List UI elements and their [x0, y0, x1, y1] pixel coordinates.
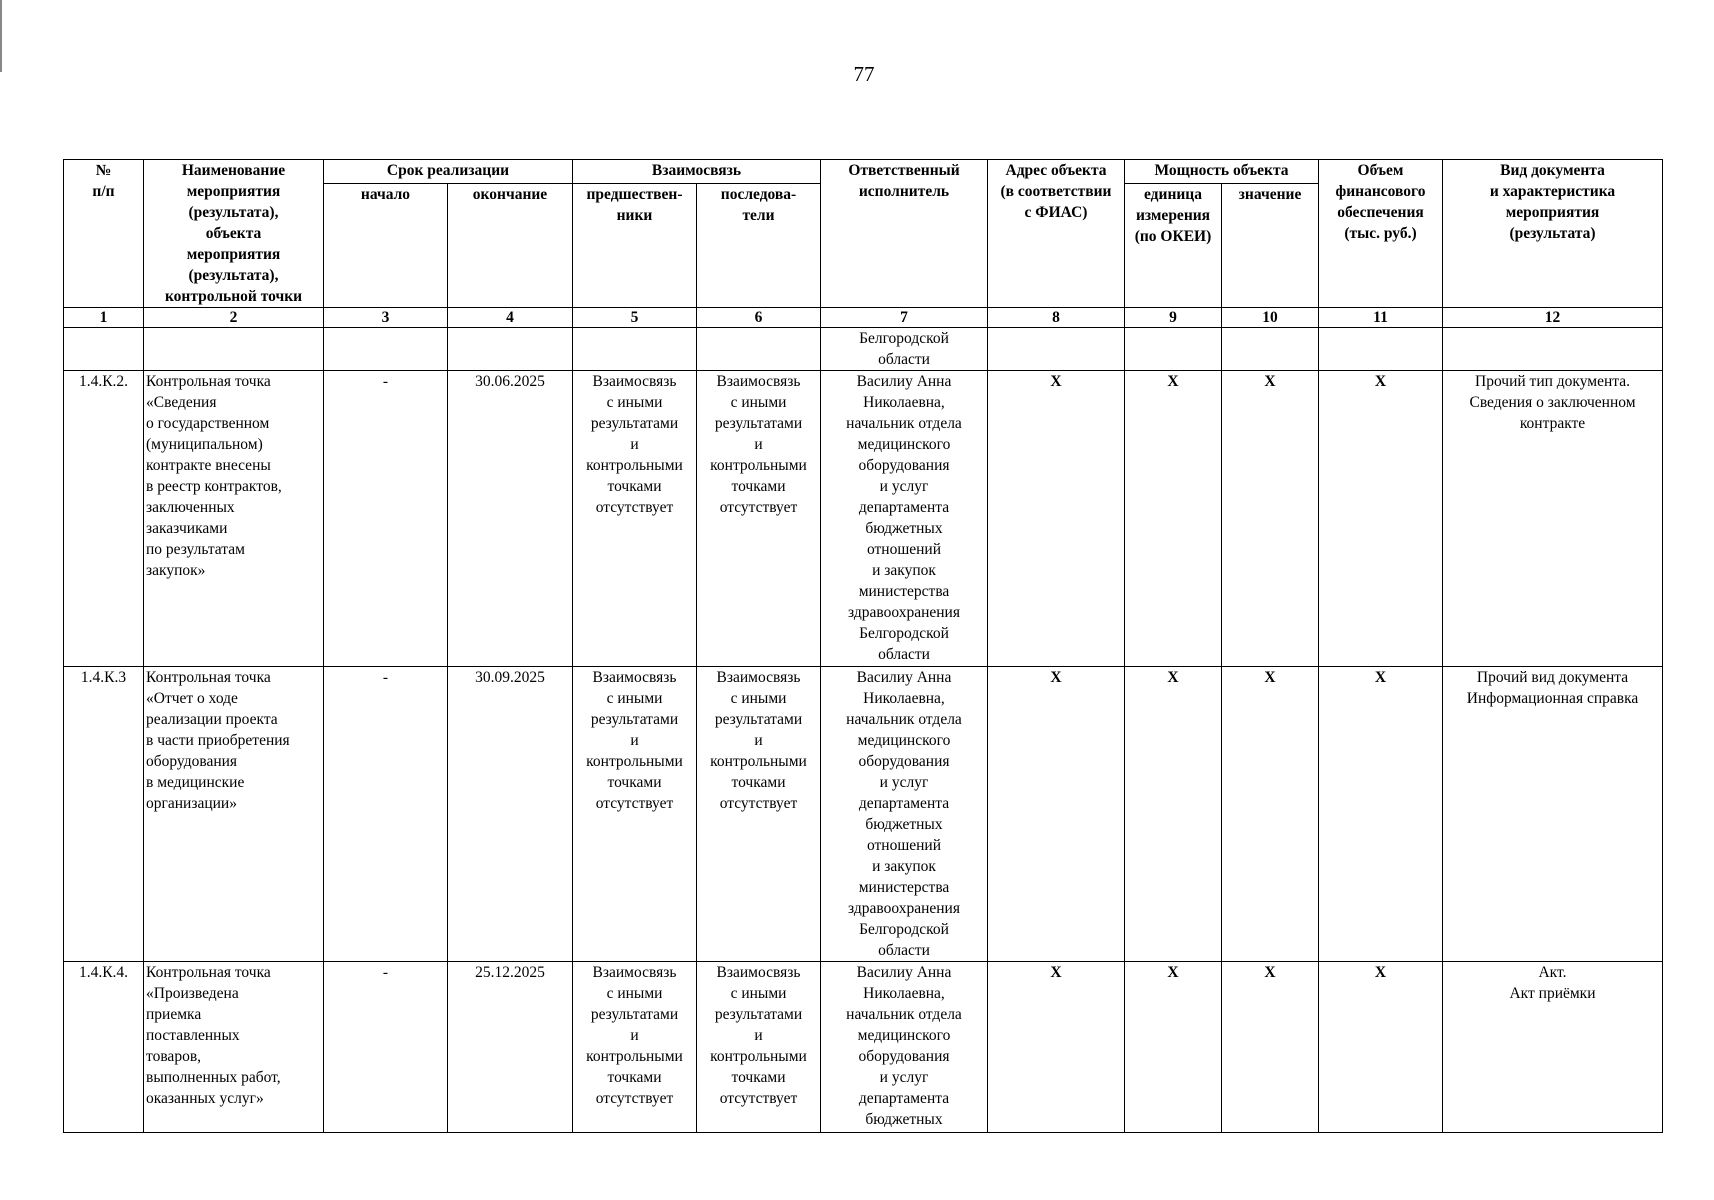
- header-responsible: Ответственный исполнитель: [821, 160, 988, 308]
- row-end: 30.06.2025: [448, 371, 573, 667]
- column-number: 9: [1125, 308, 1222, 328]
- continuation-row: [64, 328, 1663, 371]
- table-row: [64, 962, 1663, 1133]
- row-funding: Х: [1319, 667, 1443, 962]
- row-responsible: Василиу Анна Николаевна, начальник отдела медицинского оборудования и услуг департамента бюджетных отношений и закупок министерства здравоохранения Белгородской области: [821, 667, 988, 962]
- row-address: Х: [988, 667, 1125, 962]
- column-number: 6: [697, 308, 821, 328]
- header-term-group: Срок реализации: [324, 160, 573, 184]
- row-successors: Взаимосвязь с иными результатами и контрольными точками отсутствует: [697, 667, 821, 962]
- column-number: 5: [573, 308, 697, 328]
- row-number: 1.4.К.4.: [64, 962, 144, 1133]
- row-unit: Х: [1125, 371, 1222, 667]
- row-successors: Взаимосвязь с иными результатами и контрольными точками отсутствует: [697, 371, 821, 667]
- table-row: [64, 667, 1663, 962]
- row-address: Х: [988, 371, 1125, 667]
- column-number: 7: [821, 308, 988, 328]
- row-number: 1.4.К.2.: [64, 371, 144, 667]
- column-number: 11: [1319, 308, 1443, 328]
- row-value: Х: [1222, 667, 1319, 962]
- row-start: -: [324, 371, 448, 667]
- header-term-end: окончание: [448, 183, 573, 307]
- header-capacity-unit: единица измерения (по ОКЕИ): [1125, 183, 1222, 307]
- page-number: 77: [853, 62, 875, 86]
- row-doc-type: Акт. Акт приёмки: [1443, 962, 1663, 1133]
- header-doc-type: Вид документа и характеристика мероприятия (результата): [1443, 160, 1663, 308]
- responsible-cell: Белгородской области: [821, 328, 988, 371]
- row-predecessors: Взаимосвязь с иными результатами и контрольными точками отсутствует: [573, 667, 697, 962]
- header-name: Наименование мероприятия (результата), объекта мероприятия (результата), контрольной точки: [144, 160, 324, 308]
- row-doc-type: Прочий тип документа. Сведения о заключенном контракте: [1443, 371, 1663, 667]
- row-value: Х: [1222, 371, 1319, 667]
- row-start: -: [324, 667, 448, 962]
- table-row: [64, 371, 1663, 667]
- header-term-start: начало: [324, 183, 448, 307]
- row-responsible: Василиу Анна Николаевна, начальник отдела медицинского оборудования и услуг департамента бюджетных отношений и закупок министерства здравоохранения Белгородской области: [821, 371, 988, 667]
- control-points-table: [63, 159, 1663, 1133]
- header-link-succ: последова- тели: [697, 183, 821, 307]
- row-responsible: Василиу Анна Николаевна, начальник отдела медицинского оборудования и услуг департамента бюджетных: [821, 962, 988, 1133]
- row-name: Контрольная точка «Сведения о государственном (муниципальном) контракте внесены в реестр контрактов, заключенных заказчиками по результатам закупок»: [144, 371, 324, 667]
- row-name: Контрольная точка «Произведена приемка поставленных товаров, выполненных работ, оказанных услуг»: [144, 962, 324, 1133]
- row-number: 1.4.К.3: [64, 667, 144, 962]
- header-capacity-group: Мощность объекта: [1125, 160, 1319, 184]
- row-address: Х: [988, 962, 1125, 1133]
- row-unit: Х: [1125, 667, 1222, 962]
- row-successors: Взаимосвязь с иными результатами и контрольными точками отсутствует: [697, 962, 821, 1133]
- row-end: 30.09.2025: [448, 667, 573, 962]
- row-predecessors: Взаимосвязь с иными результатами и контрольными точками отсутствует: [573, 371, 697, 667]
- column-number-row: [64, 308, 1663, 328]
- row-funding: Х: [1319, 371, 1443, 667]
- row-unit: Х: [1125, 962, 1222, 1133]
- column-number: 3: [324, 308, 448, 328]
- header-row-top: [64, 160, 1663, 184]
- header-funding: Объем финансового обеспечения (тыс. руб.): [1319, 160, 1443, 308]
- row-funding: Х: [1319, 962, 1443, 1133]
- row-doc-type: Прочий вид документа Информационная справка: [1443, 667, 1663, 962]
- column-number: 10: [1222, 308, 1319, 328]
- row-end: 25.12.2025: [448, 962, 573, 1133]
- row-name: Контрольная точка «Отчет о ходе реализации проекта в части приобретения оборудования в медицинские организации»: [144, 667, 324, 962]
- header-number: № п/п: [64, 160, 144, 308]
- column-number: 12: [1443, 308, 1663, 328]
- header-address: Адрес объекта (в соответствии с ФИАС): [988, 160, 1125, 308]
- row-value: Х: [1222, 962, 1319, 1133]
- row-start: -: [324, 962, 448, 1133]
- header-link-pred: предшествен- ники: [573, 183, 697, 307]
- row-predecessors: Взаимосвязь с иными результатами и контрольными точками отсутствует: [573, 962, 697, 1133]
- header-link-group: Взаимосвязь: [573, 160, 821, 184]
- column-number: 8: [988, 308, 1125, 328]
- column-number: 1: [64, 308, 144, 328]
- header-capacity-value: значение: [1222, 183, 1319, 307]
- column-number: 4: [448, 308, 573, 328]
- column-number: 2: [144, 308, 324, 328]
